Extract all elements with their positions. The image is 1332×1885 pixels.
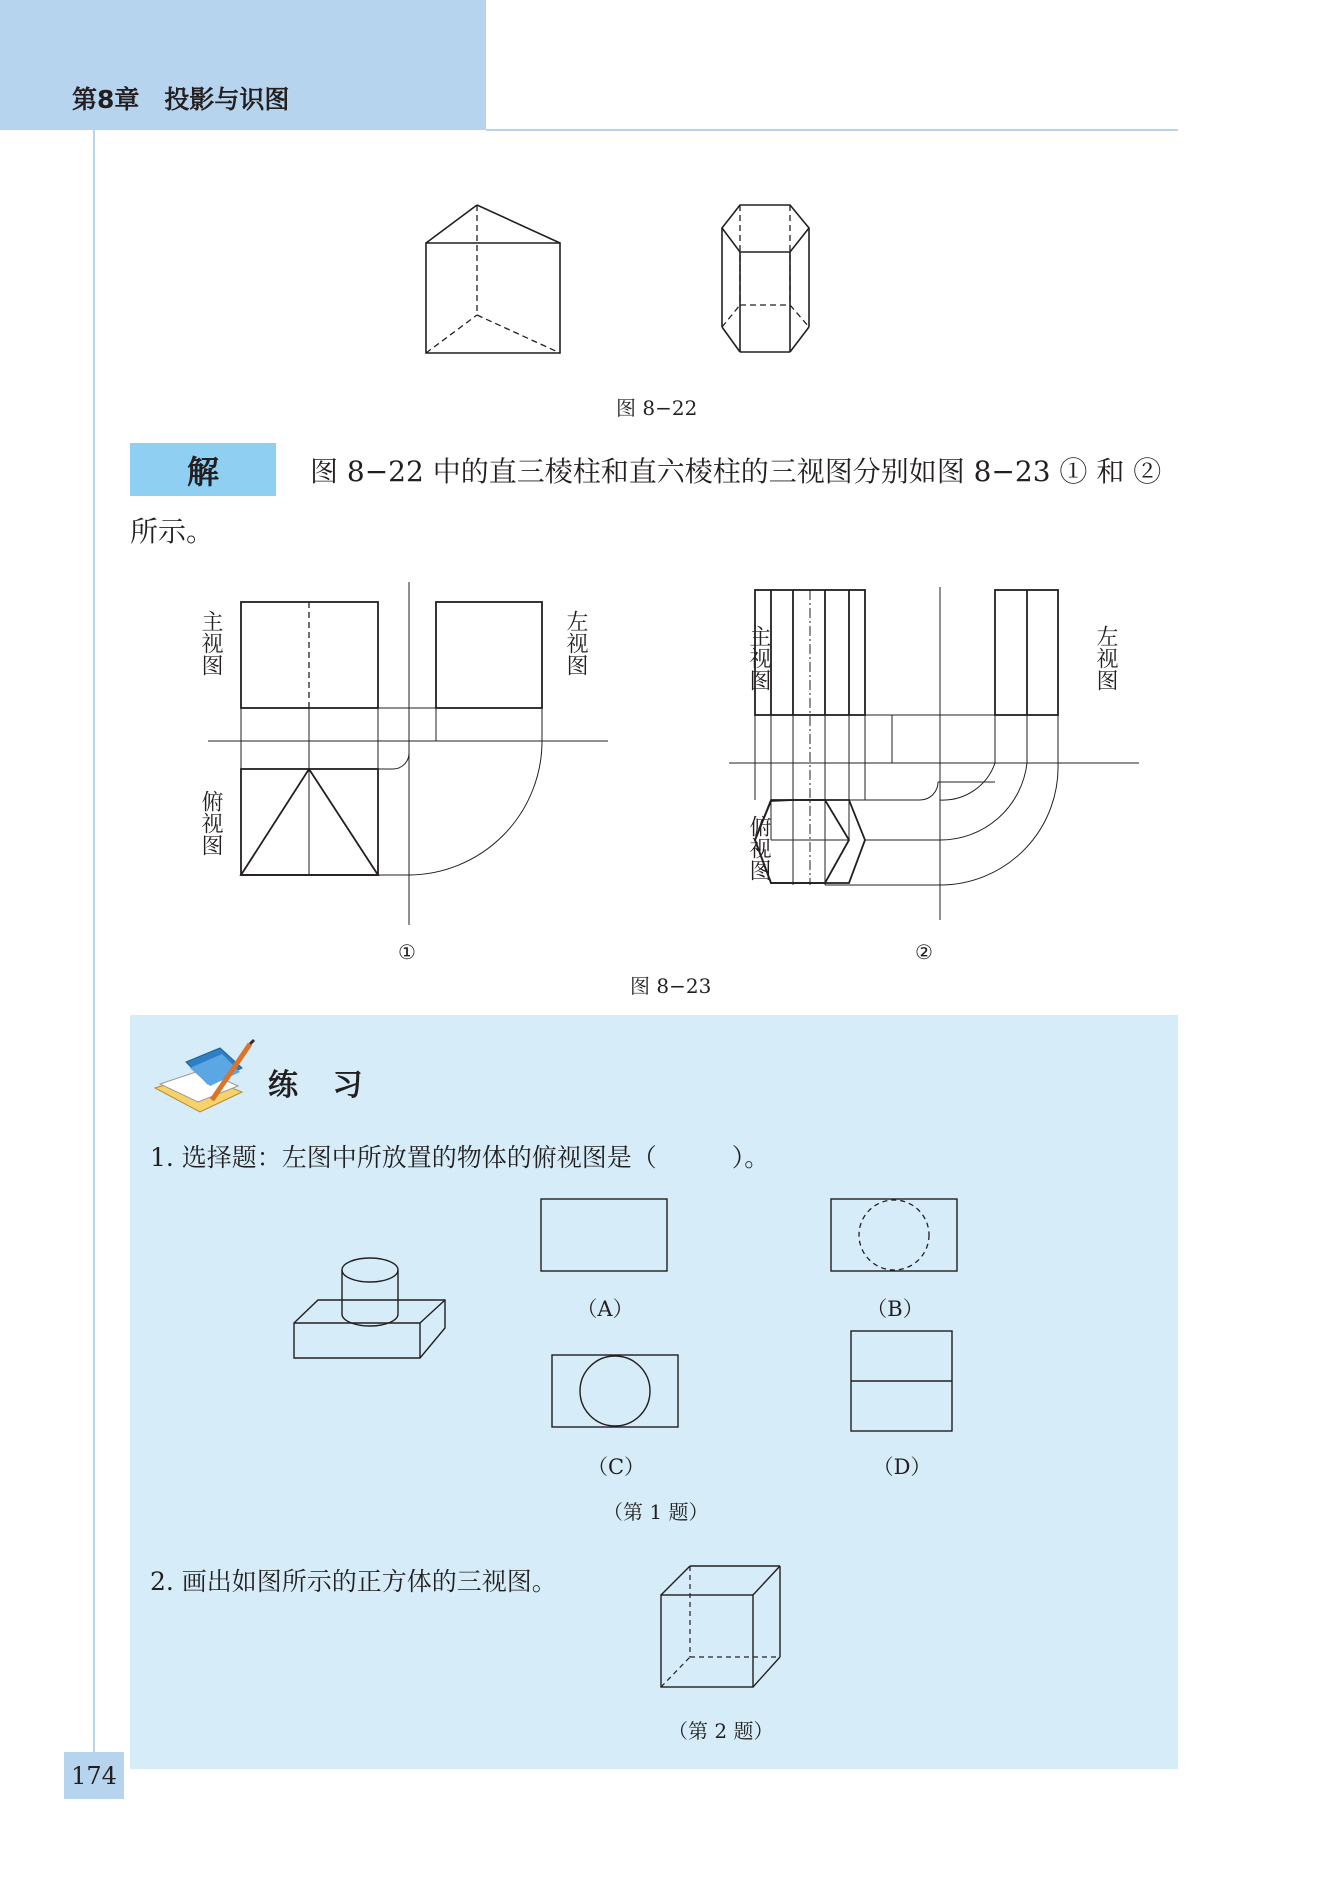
option-c-label: （C） <box>586 1455 646 1479</box>
figure-8-23-three-views-hexagonal-prism <box>725 585 1145 925</box>
figure-8-23-caption: 图 8−23 <box>630 974 712 998</box>
figure-8-23-three-views-triangular-prism <box>200 580 620 930</box>
solution-text-line2: 所示。 <box>130 515 215 548</box>
option-a-label: （A） <box>576 1297 634 1321</box>
figure-8-22-caption: 图 8−22 <box>616 396 698 420</box>
option-b-label: （B） <box>866 1297 924 1321</box>
sub2-front-view-label: 主视图 <box>746 625 771 691</box>
chapter-title: 第8章 投影与识图 <box>72 85 290 114</box>
option-b-figure <box>830 1198 960 1274</box>
question-1-caption: （第 1 题） <box>603 1500 709 1524</box>
sub1-marker: ① <box>398 940 416 964</box>
question-2-cube <box>660 1565 785 1690</box>
option-c-figure <box>551 1354 681 1430</box>
header-divider <box>486 129 1178 131</box>
sub2-top-view-label: 俯视图 <box>746 815 771 881</box>
sub2-marker: ② <box>915 940 933 964</box>
figure-8-22-hexagonal-prism <box>712 200 827 360</box>
figure-8-22-triangular-prism <box>420 200 570 360</box>
sub2-left-view-label: 左视图 <box>1093 625 1118 691</box>
option-d-figure <box>850 1330 954 1434</box>
sub1-front-view-label: 主视图 <box>198 610 223 676</box>
practice-title: 练 习 <box>268 1068 375 1103</box>
option-a-figure <box>540 1198 670 1274</box>
solution-label: 解 <box>130 443 276 496</box>
question-1-text: 1. 选择题：左图中所放置的物体的俯视图是（ ）。 <box>150 1143 770 1172</box>
book-pencil-icon <box>150 1040 255 1115</box>
question-2-text: 2. 画出如图所示的正方体的三视图。 <box>150 1567 557 1596</box>
question-1-object-cylinder-on-block <box>290 1250 450 1365</box>
page-number: 174 <box>64 1752 124 1799</box>
left-margin-rule <box>93 130 95 1755</box>
solution-text-line1: 图 8−22 中的直三棱柱和直六棱柱的三视图分别如图 8−23 ① 和 ② <box>310 455 1162 488</box>
sub1-left-view-label: 左视图 <box>563 610 588 676</box>
option-d-label: （D） <box>872 1455 932 1479</box>
sub1-top-view-label: 俯视图 <box>198 790 223 856</box>
question-2-caption: （第 2 题） <box>668 1719 774 1743</box>
